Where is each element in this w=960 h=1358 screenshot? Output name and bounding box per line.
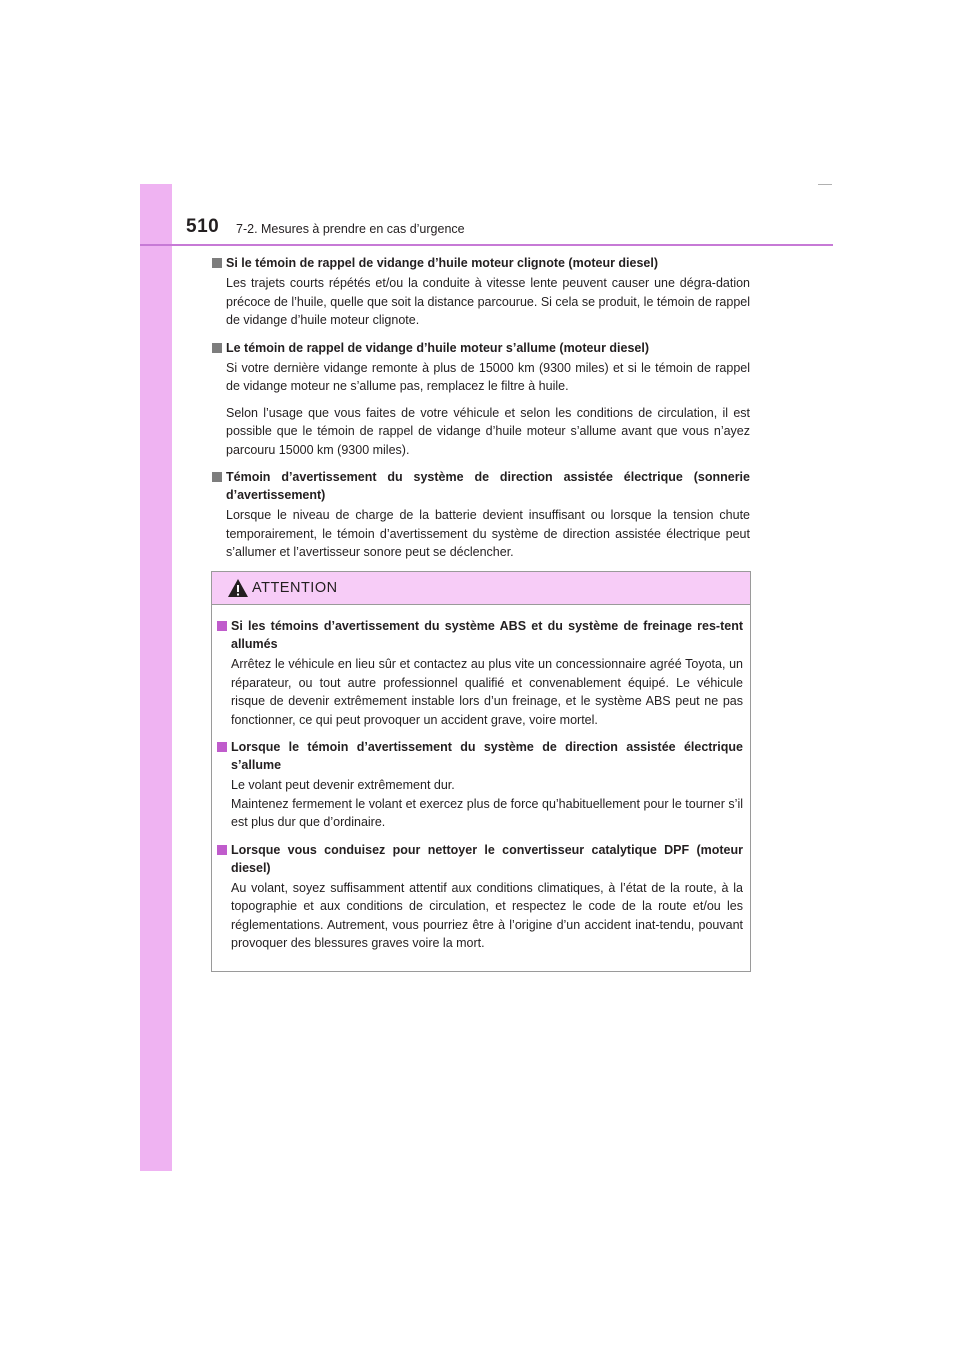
main-content [212, 254, 750, 562]
section-heading [212, 339, 750, 357]
body-paragraph: Les trajets courts répétés et/ou la conduite à vitesse lente peuvent causer une dégra-dation précoce de l’huile, quelle que soit la distance parcourue. Si cela se produit, le témoin de rappel de vidange d’huile moteur clignote. [226, 276, 750, 327]
body-paragraph: Lorsque le niveau de charge de la batterie devient insuffisant ou lorsque la tension chute temporairement, le témoin d’avertissement du système de direction assistée électrique peut s’allumer et l’avertisseur sonore peut se déclencher. [226, 508, 750, 559]
attention-paragraph: Arrêtez le véhicule en lieu sûr et contactez au plus vite un concessionnaire agréé Toyota, un réparateur, ou tout autre professionnel qualifié et convenablement équipé. Le véhicule risque de devenir extrêmement instable lors d’un freinage, et le système ABS peut ne pas fonctionner, ce qui peut provoquer un accident grave, voire mortel. [231, 657, 743, 727]
body-paragraph: Si votre dernière vidange remonte à plus de 15000 km (9300 miles) et si le témoin de rappel de vidange moteur ne s’allume pas, remplacez le filtre à huile. [226, 360, 750, 393]
page-number: 510 [186, 216, 220, 237]
section-title: 7-2. Mesures à prendre en cas d’urgence [236, 222, 465, 236]
square-bullet-icon [217, 742, 227, 752]
header-divider [140, 244, 833, 246]
square-bullet-icon [212, 343, 222, 353]
section-heading-text: Témoin d’avertissement du système de direction assistée électrique (sonnerie d’avertissement) [226, 470, 750, 502]
attention-item-heading-text: Lorsque vous conduisez pour nettoyer le convertisseur catalytique DPF (moteur diesel) [231, 842, 743, 875]
attention-item-heading-text: Si les témoins d’avertissement du système ABS et du système de freinage res-tent allumés [231, 619, 743, 651]
attention-header [212, 572, 750, 605]
attention-paragraph: Le volant peut devenir extrêmement dur. [231, 778, 455, 792]
body-paragraph: Selon l’usage que vous faites de votre véhicule et selon les conditions de circulation, il est possible que le témoin de rappel de vidange d’huile moteur s’allume avant que vous n’ayez parcouru 15000 km (9300 miles). [226, 405, 750, 457]
section-heading-text: Si le témoin de rappel de vidange d’huile moteur clignote (moteur diesel) [226, 256, 659, 270]
square-bullet-icon [212, 472, 222, 482]
attention-paragraph: Au volant, soyez suffisamment attentif aux conditions climatiques, à l’état de la route, à la topographie et aux conditions de circulation, et respectez le code de la route et/ou les réglementations. Autrement, vous pourriez être à l’origine d’un accident inat-tendu, pouvant provoquer des blessures graves voire la mort. [231, 880, 743, 950]
square-bullet-icon [217, 621, 227, 631]
section-heading [212, 254, 750, 272]
attention-box [211, 571, 751, 972]
attention-item-heading-text: Lorsque le témoin d’avertissement du système de direction assistée électrique s’allume [231, 740, 743, 772]
section-heading [212, 468, 750, 504]
chapter-side-strip [140, 184, 172, 1171]
attention-title: ATTENTION [252, 580, 338, 596]
attention-item-heading [217, 738, 743, 774]
attention-paragraph: Maintenez fermement le volant et exercez plus de force qu’habituellement pour le tourner s’il est plus dur que d’ordinaire. [231, 796, 743, 829]
attention-item-heading [217, 841, 743, 877]
attention-body [212, 605, 750, 953]
square-bullet-icon [212, 258, 222, 268]
square-bullet-icon [217, 845, 227, 855]
section-heading-text: Le témoin de rappel de vidange d’huile moteur s’allume (moteur diesel) [226, 340, 650, 355]
attention-item-heading [217, 617, 743, 653]
warning-triangle-icon [227, 578, 249, 598]
crop-mark-right [818, 184, 832, 185]
